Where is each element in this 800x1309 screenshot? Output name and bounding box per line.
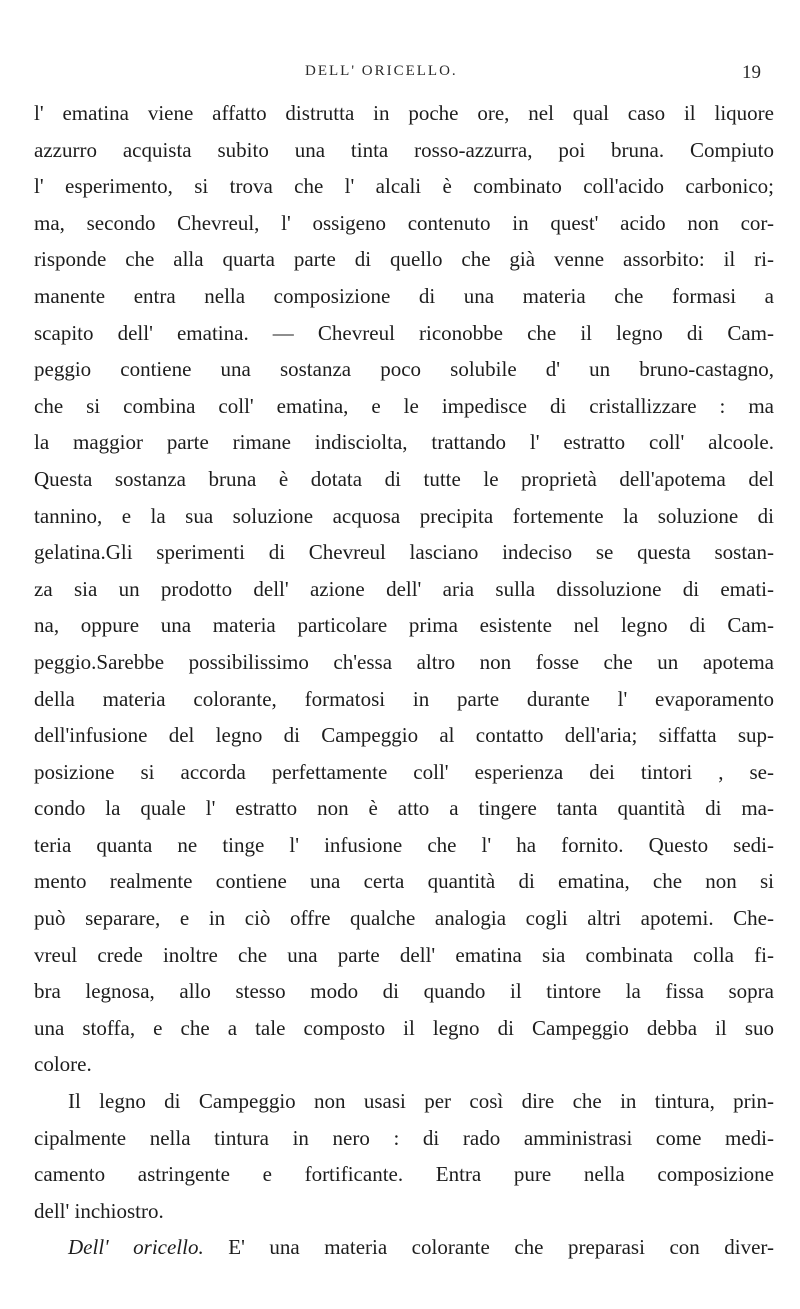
text-line: camento astringente e fortificante. Entra pure nella composizione [34,1162,774,1187]
text-line: l' esperimento, si trova che l' alcali è combinato coll'acido carbonico; [34,174,774,199]
text-line: cipalmente nella tintura in nero : di rado amministrasi come medi- [34,1125,774,1150]
text-line: risponde che alla quarta parte di quello che già venne assorbito: il ri- [34,247,774,272]
text-line: una stoffa, e che a tale composto il legno di Campeggio debba il suo [34,1015,774,1040]
text-line: che si combina coll' ematina, e le impedisce di cristallizzare : ma [34,393,774,418]
text-line: tannino, e la sua soluzione acquosa precipita fortemente la soluzione di [34,503,774,528]
text-line: può separare, e in ciò offre qualche analogia cogli altri apotemi. Che- [34,906,774,931]
text-line: peggio.Sarebbe possibilissimo ch'essa altro non fosse che un apotema [34,649,774,674]
text-line: Il legno di Campeggio non usasi per così dire che in tintura, prin- [68,1089,774,1114]
running-title: DELL' ORICELLO. [305,63,458,79]
paragraph-campeggio-uses [34,1083,774,1229]
text-line: za sia un prodotto dell' azione dell' aria sulla dissoluzione di emati- [34,576,774,601]
text-line: dell' inchiostro. [34,1198,164,1223]
text-line: l' ematina viene affatto distrutta in poche ore, nel qual caso il liquore [34,101,774,125]
paragraph-oricello [34,1229,774,1266]
text-line: la maggior parte rimane indisciolta, trattando l' estratto coll' alcoole. [34,430,774,455]
text-line: vreul crede inoltre che una parte dell' ematina sia combinata colla fi- [34,942,774,967]
text-line [34,1229,774,1266]
text-line: dell'infusione del legno di Campeggio al contatto dell'aria; siffatta sup- [34,723,774,748]
text-line: condo la quale l' estratto non è atto a tingere tanta quantità di ma- [34,796,774,821]
text-line: mento realmente contiene una certa quantità di ematina, che non si [34,869,774,894]
text-line: teria quanta ne tinge l' infusione che l' ha fornito. Questo sedi- [34,832,774,857]
text-line: na, oppure una materia particolare prima esistente nel legno di Cam- [34,613,774,638]
text-line: manente entra nella composizione di una materia che formasi a [34,283,774,308]
text-line: azzurro acquista subito una tinta rosso-azzurra, poi bruna. Compiuto [34,137,774,162]
text-line: colore. [34,1052,92,1077]
text-line: posizione si accorda perfettamente coll' esperienza dei tintori , se- [34,759,774,784]
text-line: Questa sostanza bruna è dotata di tutte le proprietà dell'apotema del [34,466,774,491]
text-line: bra legnosa, allo stesso modo di quando il tintore la fissa sopra [34,979,774,1004]
body-text [34,95,774,1266]
page-number: 19 [742,62,761,83]
text-line: della materia colorante, formatosi in parte durante l' evaporamento [34,686,774,711]
text-line: scapito dell' ematina. — Chevreul riconobbe che il legno di Cam- [34,320,774,345]
paragraph-continuation [34,95,774,1083]
section-heading-italic: Dell' oricello. [68,1235,204,1260]
text-line: ma, secondo Chevreul, l' ossigeno contenuto in quest' acido non cor- [34,210,774,235]
text-line: gelatina.Gli sperimenti di Chevreul lasciano indeciso se questa sostan- [34,540,774,565]
running-head [0,63,800,87]
text-line-rest: E' una materia colorante che preparasi con diver- [203,1235,774,1260]
text-line: peggio contiene una sostanza poco solubile d' un bruno-castagno, [34,357,774,382]
